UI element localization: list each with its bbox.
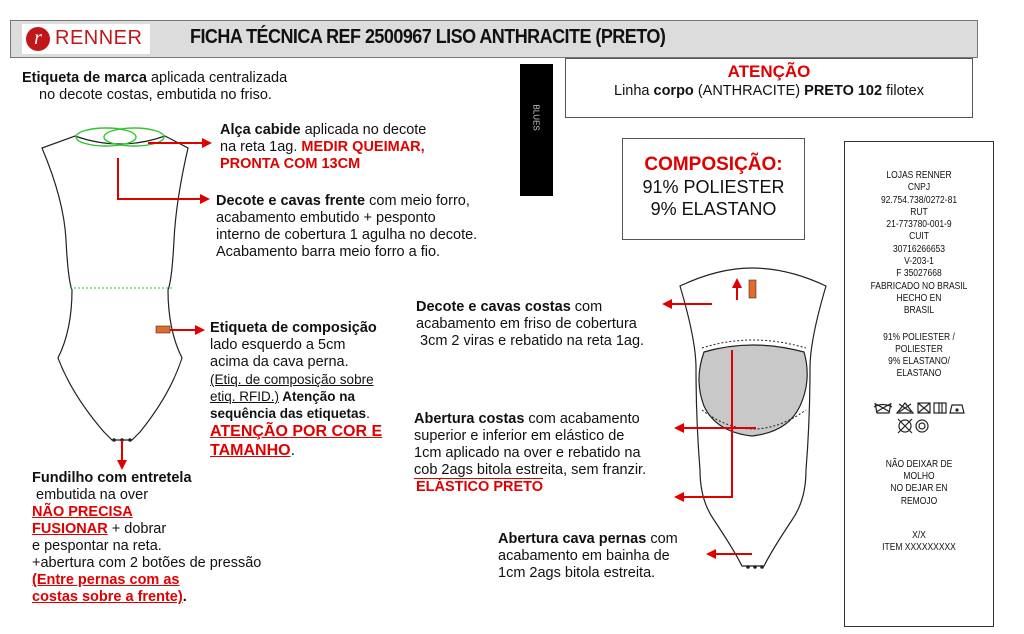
care-label-company: LOJAS RENNER CNPJ 92.754.738/0272-81 RUT 21-773780-001-9 CUIT 30716266653 V-203-1 F 35027668 FABRICADO NO BRASIL HECHO EN BRASIL (870, 170, 968, 317)
composition-box: COMPOSIÇÃO: 91% POLIESTER 9% ELASTANO (622, 138, 805, 240)
brand-label-text: BLUES (531, 104, 541, 131)
care-label-size: X/X (912, 529, 926, 541)
composition-label-note: Etiqueta de composição lado esquerdo a 5cm acima da cava perna. (Etiq. de composição sobre etiq. RFID.) Atenção na sequência das etiquetas. ATENÇÃO POR COR E TAMANHO. (210, 320, 383, 459)
back-brand-label-tag (749, 280, 756, 298)
front-comp-label-tag (156, 326, 170, 333)
back-neckline-note: Decote e cavas costas com acabamento em friso de cobertura 3cm 2 viras e rebatido na reta 1ag. (416, 299, 645, 349)
care-label-composition: 91% POLIESTER / POLIESTER 9% ELASTANO/ ELASTANO (883, 331, 955, 380)
attention-box: ATENÇÃO Linha corpo (ANTHRACITE) PRETO 102 filotex (565, 58, 973, 118)
page-title: FICHA TÉCNICA REF 2500967 LISO ANTHRACITE (PRETO) (190, 26, 666, 48)
logo-text: RENNER (55, 27, 143, 49)
back-opening-note: Abertura costas com acabamento superior e inferior em elástico de 1cm aplicado na over e rebatido na cob 2ags bitola estreita, sem franzir. ELÁSTICO PRETO (414, 411, 647, 495)
care-label-item: ITEM XXXXXXXXX (882, 542, 956, 554)
logo-mark: r (26, 27, 50, 51)
hanger-strap-note: Alça cabide aplicada no decote na reta 1ag. MEDIR QUEIMAR, PRONTA COM 13CM (220, 122, 427, 172)
brand-label-note: Etiqueta de marca aplicada centralizada no decote costas, embutida no friso. (22, 70, 288, 103)
care-label-instructions: NÃO DEIXAR DE MOLHO NO DEJAR EN REMOJO (885, 458, 953, 507)
leg-opening-note: Abertura cava pernas com acabamento em bainha de 1cm 2ags bitola estreita. (498, 531, 678, 581)
crotch-gusset-note: Fundilho com entretela embutida na over NÃO PRECISA FUSIONAR + dobrar e pespontar na reta. +abertura com 2 botões de pressão (Entre pernas com as costas sobre a frente). (32, 470, 262, 605)
front-neckline-note: Decote e cavas frente com meio forro, acabamento embutido + pesponto interno de cobertura 1 agulha no decote. Acabamento barra meio forro a fio. (216, 193, 478, 260)
